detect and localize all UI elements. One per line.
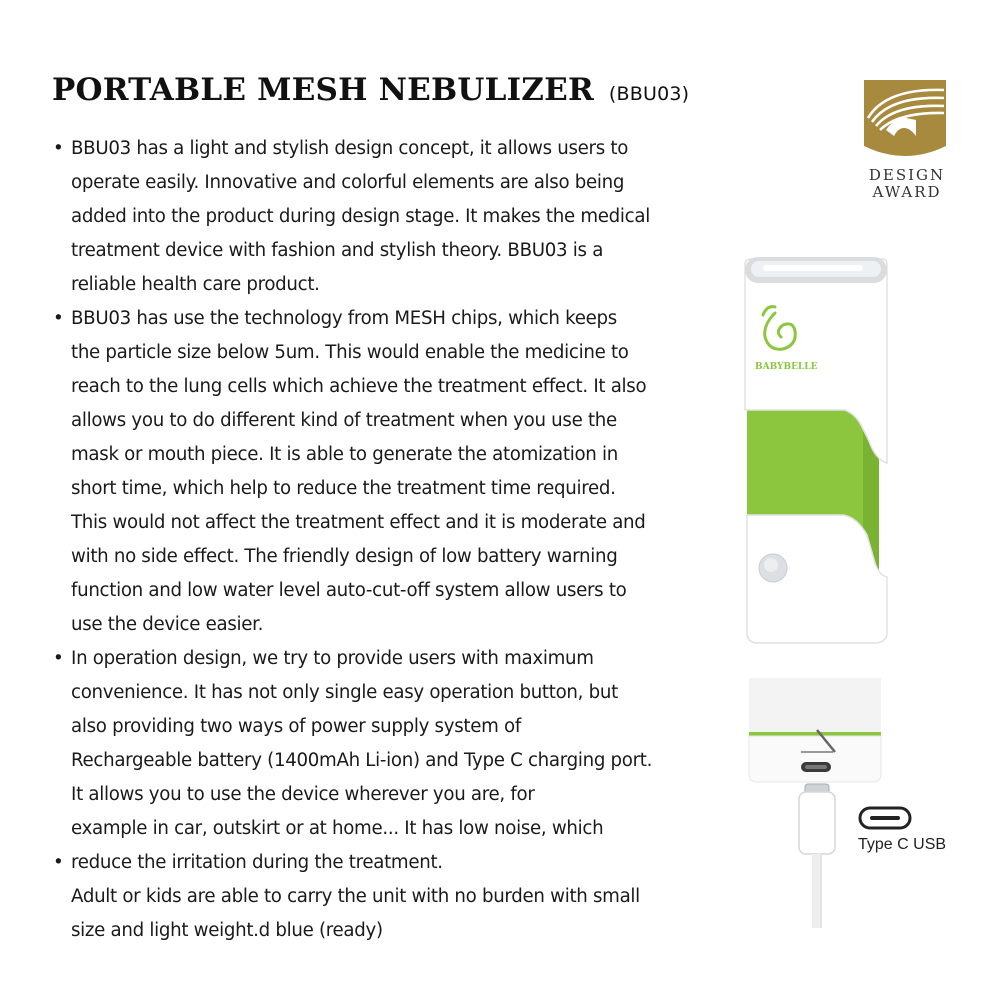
brand-label: BABYBELLE (755, 362, 818, 372)
bullet-item-line (52, 234, 682, 268)
bullet-item-first-line (52, 642, 682, 676)
bullet-text: use the device easier. (71, 614, 264, 635)
bullet-text: mask or mouth piece. It is able to generate the atomization in (71, 444, 618, 465)
bullet-text: added into the product during design stage. It makes the medical (71, 206, 650, 227)
bullet-item-line (52, 200, 682, 234)
bullet-item-line (52, 506, 682, 540)
bullet-item-line (52, 744, 682, 778)
bullet-item-line (52, 438, 682, 472)
bullet-item-line (52, 914, 682, 948)
bullet-text: also providing two ways of power supply system of (71, 716, 521, 737)
bullet-icon: • (53, 852, 64, 873)
bullet-text: Rechargeable battery (1400mAh Li-ion) and Type C charging port. (71, 750, 653, 771)
bullet-text: In operation design, we try to provide users with maximum (71, 648, 594, 669)
bullet-item-line (52, 608, 682, 642)
bullet-text: reliable health care product. (71, 274, 320, 295)
bullet-text: It allows you to use the device wherever you are, for (71, 784, 535, 805)
bullet-item-line (52, 880, 682, 914)
bullet-item-line (52, 268, 682, 302)
model-code: (BBU03) (608, 83, 690, 105)
bullet-text: allows you to do different kind of treatment when you use the (71, 410, 617, 431)
bullet-text: size and light weight.d blue (ready) (71, 920, 383, 941)
bullet-text: This would not affect the treatment effect and it is moderate and (71, 512, 646, 533)
bullet-item-line (52, 370, 682, 404)
award-line-2: AWARD (872, 183, 942, 201)
bullet-text: with no side effect. The friendly design of low battery warning (71, 546, 618, 567)
bullet-item-line (52, 676, 682, 710)
bullet-item-line (52, 472, 682, 506)
bullet-item-line (52, 710, 682, 744)
usb-c-port-icon (858, 806, 912, 830)
bullet-icon: • (53, 138, 64, 159)
bullet-icon: • (53, 648, 64, 669)
bullet-item-line (52, 166, 682, 200)
charging-port-closeup-image (745, 678, 885, 928)
bullet-item-first-line (52, 302, 682, 336)
bullet-text: reach to the lung cells which achieve the treatment effect. It also (71, 376, 647, 397)
bullet-item-line (52, 574, 682, 608)
title-text: PORTABLE MESH NEBULIZER (52, 72, 594, 108)
bullet-text: reduce the irritation during the treatment. (71, 852, 443, 873)
bullet-item-line (52, 778, 682, 812)
bullet-text: Adult or kids are able to carry the unit with no burden with small (71, 886, 640, 907)
bullet-text: treatment device with fashion and stylish theory. BBU03 is a (71, 240, 604, 261)
bullet-text: example in car, outskirt or at home... It has low noise, which (71, 818, 604, 839)
usb-c-label: Type C USB (858, 836, 947, 853)
nebulizer-device-image (735, 245, 895, 645)
bullet-icon: • (53, 308, 64, 329)
bullet-text: BBU03 has a light and stylish design concept, it allows users to (71, 138, 629, 159)
bullet-text: operate easily. Innovative and colorful elements are also being (71, 172, 625, 193)
bullet-item-line (52, 404, 682, 438)
bullet-item-line (52, 336, 682, 370)
bullet-text: BBU03 has use the technology from MESH chips, which keeps (71, 308, 617, 329)
bullet-text: function and low water level auto-cut-off system allow users to (71, 580, 627, 601)
page-title (52, 72, 689, 108)
bullet-text: short time, which help to reduce the treatment time required. (71, 478, 616, 499)
design-award-badge (864, 80, 948, 201)
bullet-text: convenience. It has not only single easy operation button, but (71, 682, 618, 703)
design-award-emblem-icon (864, 80, 946, 160)
award-line-1: DESIGN (868, 166, 946, 184)
bullet-item-first-line (52, 132, 682, 166)
bullet-text: the particle size below 5um. This would enable the medicine to (71, 342, 629, 363)
bullet-item-line (52, 540, 682, 574)
bullet-item-first-line (52, 846, 682, 880)
feature-list (52, 132, 682, 948)
bullet-item-line (52, 812, 682, 846)
